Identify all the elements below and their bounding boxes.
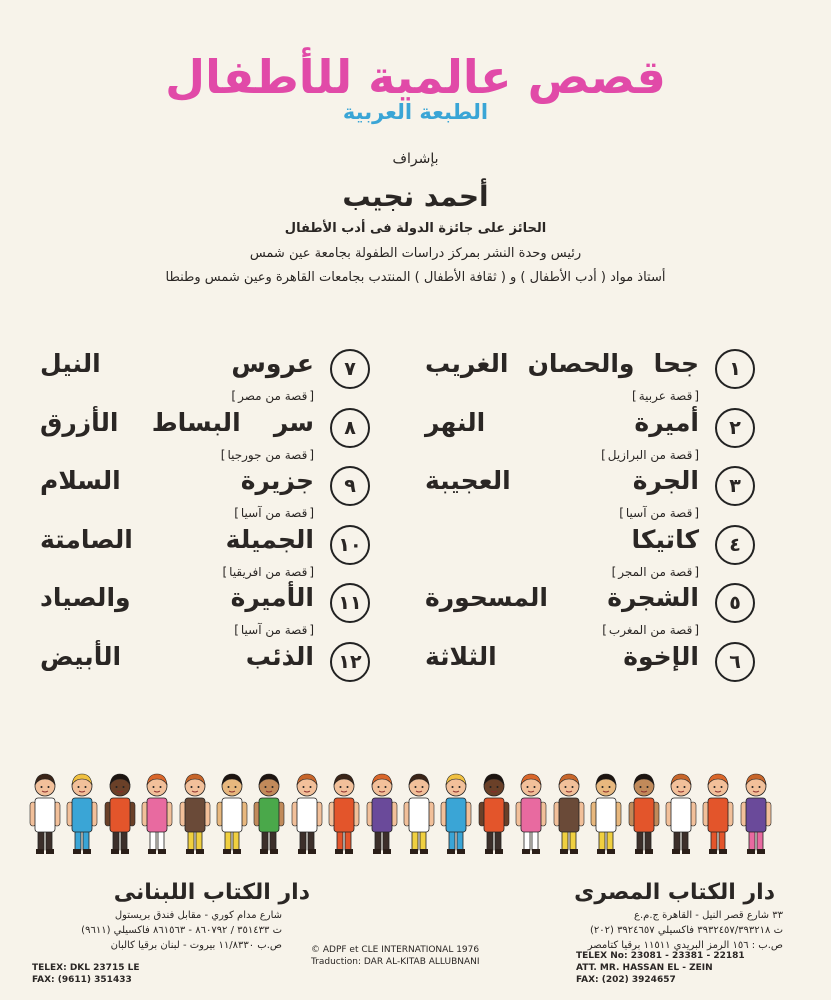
story-title: جحا والحصان الغريب xyxy=(425,349,699,378)
series-title: قصص عالمية للأطفال xyxy=(165,50,666,104)
copyright-notice xyxy=(311,944,480,968)
story-title: الإخوة الثلاثة xyxy=(425,641,699,671)
edition-subtitle: الطبعة العربية xyxy=(342,100,489,124)
editor-credit-professor: أستاذ مواد ( أدب الأطفال ) و ( ثقافة الأطفال ) المنتدب بجامعات القاهرة وعين شمس وطنطا xyxy=(165,270,666,285)
story-item xyxy=(425,638,755,697)
story-title: الجرة العجيبة xyxy=(425,466,699,495)
editor-name: أحمد نجيب xyxy=(342,180,489,213)
story-origin: [ قصة من آسيا ] xyxy=(234,623,314,637)
story-number-badge: ٦ xyxy=(715,642,755,682)
story-number-badge: ٧ xyxy=(330,349,370,389)
child-figure xyxy=(65,768,99,856)
child-figure xyxy=(627,768,661,856)
child-figure xyxy=(178,768,212,856)
story-item xyxy=(425,404,755,463)
story-origin: [ قصة من مصر ] xyxy=(231,389,314,403)
child-figure xyxy=(477,768,511,856)
telex-line: FAX: (9611) 351433 xyxy=(32,975,132,985)
story-item xyxy=(425,345,755,404)
publisher-egypt-address xyxy=(588,908,783,953)
story-title: كاتيكا xyxy=(631,524,699,554)
publisher-lebanon-telex xyxy=(32,962,139,986)
story-title: الشجرة المسحورة xyxy=(425,583,699,612)
story-origin: [ قصة من افريقيا ] xyxy=(222,565,314,579)
story-item xyxy=(40,638,370,697)
story-number-badge: ٩ xyxy=(330,466,370,506)
telex-line: TELEX: DKL 23715 LE xyxy=(32,963,140,973)
children-illustration-row xyxy=(28,768,773,858)
telex-line: FAX: (202) 3924657 xyxy=(576,975,676,985)
child-figure xyxy=(589,768,623,856)
editor-credit-award: الحائز على جائزة الدولة فى أدب الأطفال xyxy=(284,221,547,236)
story-number-badge: ٣ xyxy=(715,466,755,506)
story-origin: [ قصة من المغرب ] xyxy=(602,623,699,637)
child-figure xyxy=(365,768,399,856)
translation-line: Traduction: DAR AL-KITAB ALLUBNANI xyxy=(311,957,480,967)
story-number-badge: ١ xyxy=(715,349,755,389)
story-title: الجميلة الصامتة xyxy=(40,524,314,554)
story-title: سر البساط الأزرق xyxy=(40,407,314,437)
copyright-line: © ADPF et CLE INTERNATIONAL 1976 xyxy=(311,945,480,955)
story-origin: [ قصة من جورجيا ] xyxy=(221,448,314,462)
story-number-badge: ١٢ xyxy=(330,642,370,682)
publisher-egypt-telex xyxy=(576,950,745,986)
child-figure xyxy=(327,768,361,856)
child-figure xyxy=(402,768,436,856)
publisher-lebanon-address xyxy=(32,908,282,953)
publisher-egypt-name: دار الكتاب المصرى xyxy=(574,880,775,905)
story-origin: [ قصة من المجر ] xyxy=(612,565,699,579)
address-line: ص.ب ١١/٨٣٣٠ بيروت - لبنان برقيا كالبان xyxy=(110,940,282,951)
story-list xyxy=(40,345,755,695)
story-origin: [ قصة من البرازيل ] xyxy=(601,448,699,462)
story-number-badge: ١٠ xyxy=(330,525,370,565)
story-item xyxy=(425,521,755,580)
editor-credit-position: رئيس وحدة النشر بمركز دراسات الطفولة بجامعة عين شمس xyxy=(249,246,582,261)
story-title: الأميرة والصياد xyxy=(40,583,314,612)
telex-line: TELEX No: 23081 - 23381 - 22181 xyxy=(576,951,745,961)
child-figure xyxy=(215,768,249,856)
child-figure xyxy=(439,768,473,856)
story-item xyxy=(425,579,755,638)
story-number-badge: ١١ xyxy=(330,583,370,623)
story-number-badge: ٤ xyxy=(715,525,755,565)
story-title: الذئب الأبيض xyxy=(40,641,314,671)
telex-line: ATT. MR. HASSAN EL - ZEIN xyxy=(576,963,713,973)
address-line: ت ٣٥١٤٣٣ / ٨٦٠٧٩٢ - ٨٦١٥٦٣ فاكسيلي (٩٦١١) xyxy=(81,925,282,936)
child-figure xyxy=(552,768,586,856)
story-title: جزيرة السلام xyxy=(40,466,314,495)
child-figure xyxy=(140,768,174,856)
story-number-badge: ٢ xyxy=(715,408,755,448)
story-title: عروس النيل xyxy=(40,349,314,378)
child-figure xyxy=(664,768,698,856)
supervised-by-label: بإشراف xyxy=(392,151,439,167)
story-item xyxy=(40,462,370,521)
address-line: شارع مدام كوري - مقابل فندق بريستول xyxy=(114,910,282,921)
story-item xyxy=(40,579,370,638)
child-figure xyxy=(290,768,324,856)
publisher-lebanon-name: دار الكتاب اللبنانى xyxy=(113,880,310,905)
story-column-right xyxy=(425,345,755,696)
story-number-badge: ٥ xyxy=(715,583,755,623)
child-figure xyxy=(103,768,137,856)
child-figure xyxy=(701,768,735,856)
story-item xyxy=(40,404,370,463)
child-figure xyxy=(514,768,548,856)
child-figure xyxy=(252,768,286,856)
child-figure xyxy=(739,768,773,856)
story-origin: [ قصة من آسيا ] xyxy=(234,506,314,520)
address-line: ت ٣٩٣٢٤٥٧/٣٩٣٢١٨ فاكسيلي ٣٩٢٤٦٥٧ (٢٠٢) xyxy=(589,925,783,936)
story-item xyxy=(425,462,755,521)
story-number-badge: ٨ xyxy=(330,408,370,448)
story-title: أميرة النهر xyxy=(425,407,699,437)
story-origin: [ قصة من آسيا ] xyxy=(619,506,699,520)
story-item xyxy=(40,521,370,580)
story-item xyxy=(40,345,370,404)
child-figure xyxy=(28,768,62,856)
story-origin: [ قصة عربية ] xyxy=(632,389,699,403)
address-line: ص.ب : ١٥٦ الرمز البريدي ١١٥١١ برقيا كتامصر xyxy=(587,940,783,951)
story-column-left xyxy=(40,345,370,696)
address-line: ٣٣ شارع قصر النيل - القاهرة ج.م.ع xyxy=(634,910,783,921)
